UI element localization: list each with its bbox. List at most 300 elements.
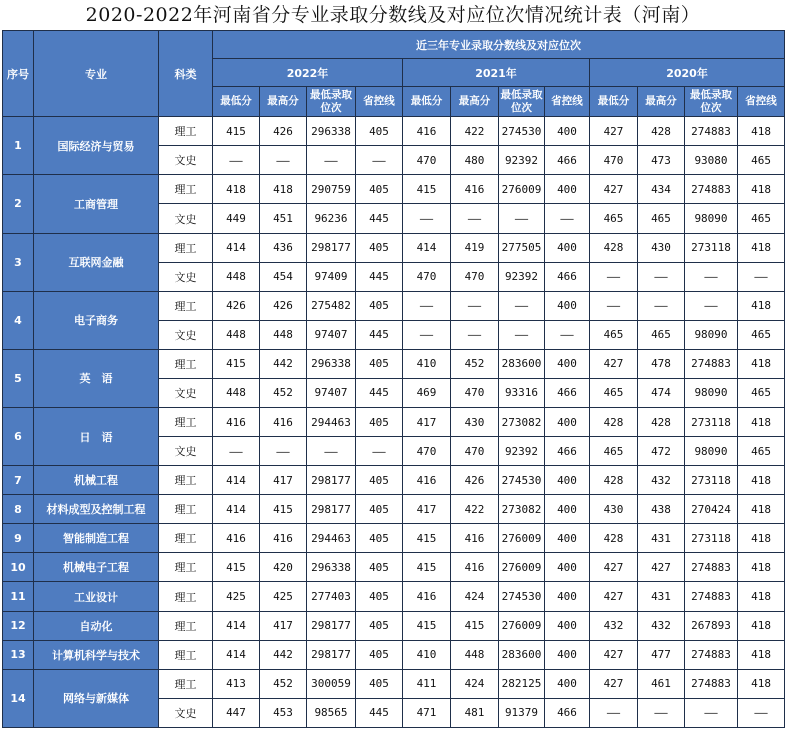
- value-cell: 416: [451, 175, 499, 204]
- value-cell: 466: [545, 146, 590, 175]
- value-cell: 436: [260, 233, 307, 262]
- value-cell: 275482: [307, 291, 356, 320]
- category-cell: 理工: [159, 669, 213, 698]
- value-cell: 97407: [307, 378, 356, 407]
- value-cell: 417: [403, 408, 451, 437]
- value-cell: 418: [738, 669, 785, 698]
- value-cell: 426: [451, 466, 499, 495]
- value-cell: 415: [213, 117, 260, 146]
- major-name: 计算机科学与技术: [34, 640, 159, 669]
- value-cell: 428: [590, 233, 638, 262]
- value-cell: 415: [403, 175, 451, 204]
- value-cell: ——: [451, 320, 499, 349]
- value-cell: 466: [545, 698, 590, 727]
- major-name: 电子商务: [34, 291, 159, 349]
- value-cell: 478: [638, 349, 685, 378]
- value-cell: 414: [213, 640, 260, 669]
- table-head: [3, 31, 785, 117]
- value-cell: ——: [213, 437, 260, 466]
- value-cell: 466: [545, 437, 590, 466]
- value-cell: 430: [638, 233, 685, 262]
- major-name: 工商管理: [34, 175, 159, 233]
- value-cell: ——: [403, 204, 451, 233]
- value-cell: ——: [499, 291, 545, 320]
- value-cell: 448: [213, 378, 260, 407]
- major-name: 机械电子工程: [34, 553, 159, 582]
- value-cell: 471: [403, 698, 451, 727]
- value-cell: 405: [356, 175, 403, 204]
- table-row: [3, 640, 785, 669]
- value-cell: 418: [738, 291, 785, 320]
- table-row: [3, 233, 785, 262]
- value-cell: 428: [638, 408, 685, 437]
- value-cell: 413: [213, 669, 260, 698]
- category-cell: 理工: [159, 233, 213, 262]
- value-cell: 420: [260, 553, 307, 582]
- value-cell: 92392: [499, 146, 545, 175]
- value-cell: 466: [545, 262, 590, 291]
- value-cell: 298177: [307, 495, 356, 524]
- value-cell: 442: [260, 349, 307, 378]
- table-row: [3, 291, 785, 320]
- table-row: [3, 669, 785, 698]
- value-cell: 98090: [685, 378, 738, 407]
- value-cell: 432: [638, 611, 685, 640]
- value-cell: 422: [451, 495, 499, 524]
- value-cell: ——: [590, 291, 638, 320]
- value-cell: 274530: [499, 466, 545, 495]
- value-cell: ——: [685, 262, 738, 291]
- value-cell: 430: [451, 408, 499, 437]
- value-cell: 430: [590, 495, 638, 524]
- value-cell: ——: [451, 204, 499, 233]
- category-cell: 文史: [159, 437, 213, 466]
- value-cell: 418: [738, 553, 785, 582]
- header-major: 专业: [34, 31, 159, 117]
- value-cell: 97407: [307, 320, 356, 349]
- value-cell: ——: [307, 437, 356, 466]
- value-cell: 470: [403, 437, 451, 466]
- value-cell: 416: [213, 408, 260, 437]
- value-cell: 452: [260, 669, 307, 698]
- value-cell: 274883: [685, 582, 738, 611]
- value-cell: 400: [545, 611, 590, 640]
- value-cell: 98565: [307, 698, 356, 727]
- header-max: 最高分: [260, 87, 307, 117]
- value-cell: 415: [213, 349, 260, 378]
- major-name: 材料成型及控制工程: [34, 495, 159, 524]
- major-name: 机械工程: [34, 466, 159, 495]
- value-cell: 400: [545, 349, 590, 378]
- value-cell: 427: [590, 349, 638, 378]
- major-name: 日 语: [34, 408, 159, 466]
- value-cell: 92392: [499, 437, 545, 466]
- value-cell: 470: [590, 146, 638, 175]
- value-cell: ——: [638, 262, 685, 291]
- value-cell: 282125: [499, 669, 545, 698]
- value-cell: 431: [638, 582, 685, 611]
- value-cell: 428: [638, 117, 685, 146]
- value-cell: 418: [738, 117, 785, 146]
- row-index: 11: [3, 582, 34, 611]
- value-cell: 273118: [685, 466, 738, 495]
- value-cell: 449: [213, 204, 260, 233]
- value-cell: 98090: [685, 437, 738, 466]
- row-index: 6: [3, 408, 34, 466]
- value-cell: ——: [738, 262, 785, 291]
- table-row: [3, 611, 785, 640]
- value-cell: 400: [545, 175, 590, 204]
- value-cell: 418: [738, 582, 785, 611]
- value-cell: 410: [403, 349, 451, 378]
- value-cell: 416: [260, 408, 307, 437]
- category-cell: 理工: [159, 466, 213, 495]
- value-cell: 274883: [685, 117, 738, 146]
- table-row: [3, 524, 785, 553]
- value-cell: 93080: [685, 146, 738, 175]
- table-row: [3, 582, 785, 611]
- value-cell: 400: [545, 582, 590, 611]
- table-row: [3, 117, 785, 146]
- major-name: 网络与新媒体: [34, 669, 159, 727]
- value-cell: 472: [638, 437, 685, 466]
- major-name: 互联网金融: [34, 233, 159, 291]
- value-cell: 427: [590, 553, 638, 582]
- value-cell: 298177: [307, 611, 356, 640]
- value-cell: 274530: [499, 117, 545, 146]
- value-cell: 418: [738, 466, 785, 495]
- table-row: [3, 466, 785, 495]
- value-cell: 427: [638, 553, 685, 582]
- value-cell: 418: [213, 175, 260, 204]
- value-cell: 470: [451, 262, 499, 291]
- value-cell: 415: [403, 611, 451, 640]
- value-cell: 405: [356, 349, 403, 378]
- value-cell: 445: [356, 204, 403, 233]
- value-cell: 425: [213, 582, 260, 611]
- value-cell: 448: [213, 262, 260, 291]
- value-cell: 424: [451, 582, 499, 611]
- category-cell: 文史: [159, 320, 213, 349]
- value-cell: 400: [545, 553, 590, 582]
- header-control: 省控线: [356, 87, 403, 117]
- value-cell: 418: [738, 640, 785, 669]
- value-cell: 405: [356, 466, 403, 495]
- value-cell: ——: [685, 698, 738, 727]
- value-cell: 277505: [499, 233, 545, 262]
- value-cell: 445: [356, 320, 403, 349]
- value-cell: 411: [403, 669, 451, 698]
- value-cell: 448: [451, 640, 499, 669]
- value-cell: ——: [403, 320, 451, 349]
- value-cell: 92392: [499, 262, 545, 291]
- category-cell: 理工: [159, 524, 213, 553]
- value-cell: 400: [545, 495, 590, 524]
- value-cell: 290759: [307, 175, 356, 204]
- value-cell: 296338: [307, 117, 356, 146]
- value-cell: 427: [590, 175, 638, 204]
- category-cell: 理工: [159, 553, 213, 582]
- value-cell: 91379: [499, 698, 545, 727]
- value-cell: 426: [213, 291, 260, 320]
- table-row: [3, 175, 785, 204]
- header-max: 最高分: [451, 87, 499, 117]
- category-cell: 文史: [159, 262, 213, 291]
- value-cell: 425: [260, 582, 307, 611]
- category-cell: 文史: [159, 146, 213, 175]
- header-year-2021: 2021年: [403, 59, 590, 87]
- value-cell: 465: [638, 320, 685, 349]
- value-cell: ——: [260, 437, 307, 466]
- value-cell: ——: [307, 146, 356, 175]
- value-cell: 405: [356, 669, 403, 698]
- major-name: 英 语: [34, 349, 159, 407]
- value-cell: 400: [545, 524, 590, 553]
- table-row: [3, 495, 785, 524]
- value-cell: 267893: [685, 611, 738, 640]
- value-cell: 427: [590, 669, 638, 698]
- value-cell: 418: [738, 175, 785, 204]
- major-name: 国际经济与贸易: [34, 117, 159, 175]
- value-cell: 294463: [307, 408, 356, 437]
- value-cell: ——: [499, 204, 545, 233]
- value-cell: 452: [451, 349, 499, 378]
- category-cell: 理工: [159, 291, 213, 320]
- row-index: 10: [3, 553, 34, 582]
- value-cell: 415: [213, 553, 260, 582]
- value-cell: 405: [356, 408, 403, 437]
- value-cell: 465: [590, 320, 638, 349]
- header-min: 最低分: [403, 87, 451, 117]
- value-cell: 273082: [499, 408, 545, 437]
- row-index: 14: [3, 669, 34, 727]
- value-cell: 273118: [685, 524, 738, 553]
- value-cell: 93316: [499, 378, 545, 407]
- value-cell: 274883: [685, 175, 738, 204]
- value-cell: 465: [738, 204, 785, 233]
- value-cell: 416: [451, 524, 499, 553]
- value-cell: 418: [738, 495, 785, 524]
- value-cell: 273118: [685, 233, 738, 262]
- value-cell: 465: [738, 437, 785, 466]
- value-cell: 98090: [685, 320, 738, 349]
- value-cell: 276009: [499, 175, 545, 204]
- header-control: 省控线: [738, 87, 785, 117]
- value-cell: 428: [590, 466, 638, 495]
- value-cell: 434: [638, 175, 685, 204]
- value-cell: 416: [260, 524, 307, 553]
- value-cell: 276009: [499, 611, 545, 640]
- value-cell: 426: [260, 117, 307, 146]
- value-cell: 426: [260, 291, 307, 320]
- row-index: 9: [3, 524, 34, 553]
- header-rank: 最低录取位次: [685, 87, 738, 117]
- value-cell: 453: [260, 698, 307, 727]
- row-index: 5: [3, 349, 34, 407]
- value-cell: 415: [403, 524, 451, 553]
- value-cell: 410: [403, 640, 451, 669]
- value-cell: 445: [356, 378, 403, 407]
- value-cell: 431: [638, 524, 685, 553]
- value-cell: 428: [590, 408, 638, 437]
- value-cell: 283600: [499, 640, 545, 669]
- value-cell: ——: [638, 291, 685, 320]
- value-cell: 418: [738, 233, 785, 262]
- value-cell: 274883: [685, 669, 738, 698]
- value-cell: 414: [213, 611, 260, 640]
- value-cell: 481: [451, 698, 499, 727]
- header-year-2022: 2022年: [213, 59, 403, 87]
- value-cell: 448: [260, 320, 307, 349]
- value-cell: 447: [213, 698, 260, 727]
- value-cell: 405: [356, 553, 403, 582]
- value-cell: 274530: [499, 582, 545, 611]
- header-min: 最低分: [590, 87, 638, 117]
- value-cell: 400: [545, 669, 590, 698]
- value-cell: 98090: [685, 204, 738, 233]
- major-name: 智能制造工程: [34, 524, 159, 553]
- value-cell: ——: [213, 146, 260, 175]
- value-cell: 427: [590, 117, 638, 146]
- page-title: 2020-2022年河南省分专业录取分数线及对应位次情况统计表（河南）: [85, 4, 701, 26]
- value-cell: 405: [356, 640, 403, 669]
- value-cell: 405: [356, 582, 403, 611]
- value-cell: 405: [356, 233, 403, 262]
- category-cell: 理工: [159, 117, 213, 146]
- value-cell: ——: [590, 262, 638, 291]
- value-cell: ——: [356, 146, 403, 175]
- value-cell: ——: [403, 291, 451, 320]
- value-cell: 273118: [685, 408, 738, 437]
- value-cell: 445: [356, 698, 403, 727]
- value-cell: 414: [213, 495, 260, 524]
- value-cell: 469: [403, 378, 451, 407]
- value-cell: ——: [638, 698, 685, 727]
- value-cell: 418: [738, 524, 785, 553]
- value-cell: 465: [738, 320, 785, 349]
- value-cell: 400: [545, 291, 590, 320]
- category-cell: 文史: [159, 204, 213, 233]
- value-cell: 465: [590, 437, 638, 466]
- header-max: 最高分: [638, 87, 685, 117]
- value-cell: 419: [451, 233, 499, 262]
- value-cell: 470: [403, 146, 451, 175]
- value-cell: ——: [685, 291, 738, 320]
- table-row: [3, 349, 785, 378]
- value-cell: 452: [260, 378, 307, 407]
- major-name: 自动化: [34, 611, 159, 640]
- value-cell: 415: [451, 611, 499, 640]
- value-cell: ——: [590, 698, 638, 727]
- value-cell: 405: [356, 291, 403, 320]
- value-cell: 276009: [499, 524, 545, 553]
- value-cell: 417: [260, 611, 307, 640]
- value-cell: 418: [738, 611, 785, 640]
- category-cell: 理工: [159, 611, 213, 640]
- value-cell: 448: [213, 320, 260, 349]
- value-cell: 405: [356, 117, 403, 146]
- value-cell: 400: [545, 640, 590, 669]
- header-rank: 最低录取位次: [307, 87, 356, 117]
- value-cell: 418: [738, 408, 785, 437]
- value-cell: 470: [451, 378, 499, 407]
- value-cell: 276009: [499, 553, 545, 582]
- value-cell: 405: [356, 611, 403, 640]
- value-cell: ——: [545, 320, 590, 349]
- value-cell: 427: [590, 582, 638, 611]
- value-cell: 283600: [499, 349, 545, 378]
- value-cell: ——: [356, 437, 403, 466]
- value-cell: 470: [451, 437, 499, 466]
- value-cell: 400: [545, 117, 590, 146]
- value-cell: 414: [213, 466, 260, 495]
- value-cell: 414: [403, 233, 451, 262]
- header-rank: 最低录取位次: [499, 87, 545, 117]
- value-cell: 474: [638, 378, 685, 407]
- row-index: 13: [3, 640, 34, 669]
- category-cell: 理工: [159, 349, 213, 378]
- value-cell: ——: [738, 698, 785, 727]
- value-cell: ——: [260, 146, 307, 175]
- value-cell: 461: [638, 669, 685, 698]
- header-group: 近三年专业录取分数线及对应位次: [213, 31, 785, 59]
- value-cell: 418: [260, 175, 307, 204]
- major-name: 工业设计: [34, 582, 159, 611]
- value-cell: 97409: [307, 262, 356, 291]
- value-cell: 427: [590, 640, 638, 669]
- category-cell: 理工: [159, 175, 213, 204]
- category-cell: 文史: [159, 698, 213, 727]
- row-index: 2: [3, 175, 34, 233]
- value-cell: 274883: [685, 553, 738, 582]
- value-cell: 424: [451, 669, 499, 698]
- value-cell: 277403: [307, 582, 356, 611]
- row-index: 4: [3, 291, 34, 349]
- category-cell: 理工: [159, 640, 213, 669]
- value-cell: 477: [638, 640, 685, 669]
- value-cell: 405: [356, 495, 403, 524]
- value-cell: 418: [738, 349, 785, 378]
- value-cell: 405: [356, 524, 403, 553]
- value-cell: 270424: [685, 495, 738, 524]
- value-cell: 465: [590, 204, 638, 233]
- row-index: 8: [3, 495, 34, 524]
- row-index: 3: [3, 233, 34, 291]
- value-cell: 414: [213, 233, 260, 262]
- value-cell: 465: [738, 146, 785, 175]
- value-cell: 298177: [307, 466, 356, 495]
- value-cell: 417: [260, 466, 307, 495]
- category-cell: 理工: [159, 408, 213, 437]
- row-index: 7: [3, 466, 34, 495]
- value-cell: 445: [356, 262, 403, 291]
- header-control: 省控线: [545, 87, 590, 117]
- table-body: [3, 117, 785, 728]
- value-cell: 470: [403, 262, 451, 291]
- row-index: 1: [3, 117, 34, 175]
- value-cell: 432: [590, 611, 638, 640]
- value-cell: 422: [451, 117, 499, 146]
- value-cell: 416: [403, 582, 451, 611]
- value-cell: 415: [403, 553, 451, 582]
- table-row: [3, 408, 785, 437]
- value-cell: 96236: [307, 204, 356, 233]
- value-cell: ——: [451, 291, 499, 320]
- value-cell: 417: [403, 495, 451, 524]
- value-cell: 274883: [685, 349, 738, 378]
- value-cell: 400: [545, 466, 590, 495]
- score-table: [2, 30, 785, 728]
